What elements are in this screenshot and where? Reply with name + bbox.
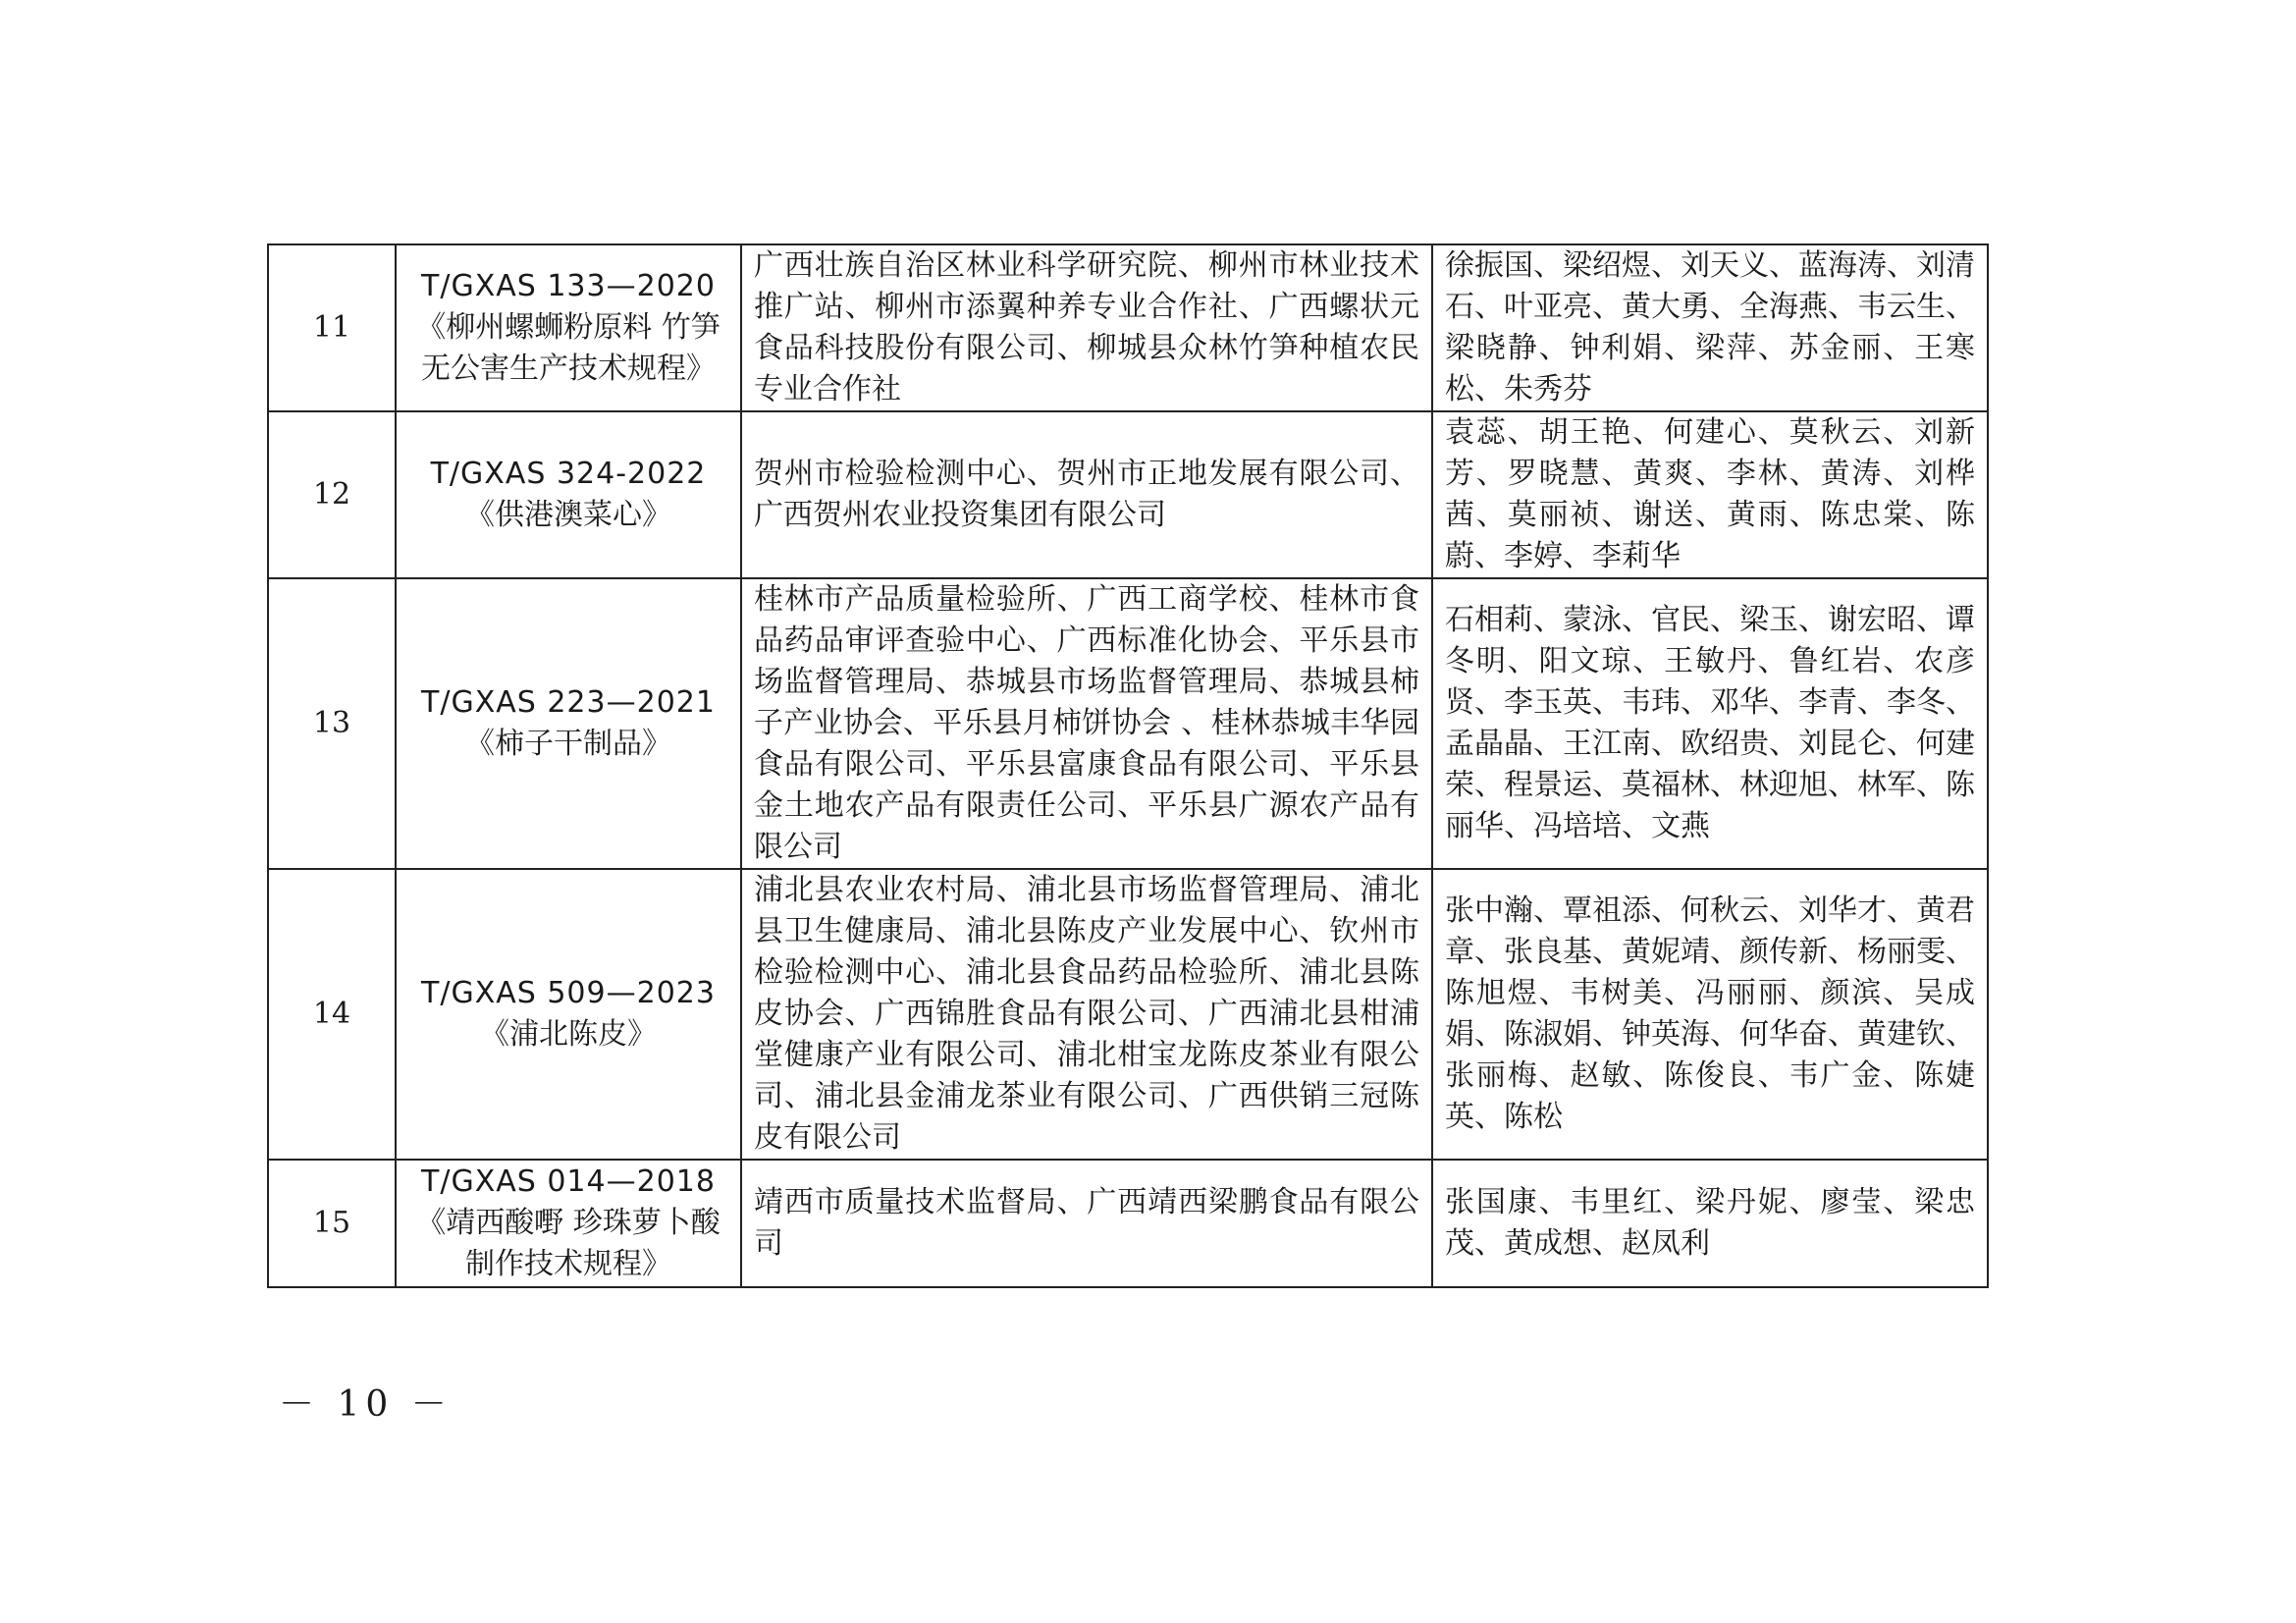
table-row: [268, 244, 1988, 411]
drafters: 张国康、韦里红、梁丹妮、廖莹、梁忠茂、黄成想、赵凤利: [1432, 1160, 1988, 1287]
standard-code: T/GXAS 014—2018: [421, 1164, 716, 1199]
standard-cell: [396, 1160, 741, 1287]
standard-title: 《柿子干制品》: [465, 727, 671, 761]
standard-code: T/GXAS 324-2022: [430, 457, 707, 491]
standard-code: T/GXAS 509—2023: [421, 976, 716, 1010]
standard-cell: [396, 578, 741, 869]
drafters: 袁蕊、胡王艳、何建心、莫秋云、刘新芳、罗晓慧、黄爽、李林、黄涛、刘桦茜、莫丽祯、谢送、黄雨、陈忠棠、陈蔚、李婷、李莉华: [1432, 411, 1988, 578]
standards-table: [267, 243, 1989, 1288]
row-number: 12: [268, 411, 396, 578]
row-number: 15: [268, 1160, 396, 1287]
row-number: 13: [268, 578, 396, 869]
page-number: － 10 －: [279, 1384, 453, 1425]
table-row: [268, 578, 1988, 869]
drafting-organizations: 桂林市产品质量检验所、广西工商学校、桂林市食品药品审评查验中心、广西标准化协会、平乐县市场监督管理局、恭城县市场监督管理局、恭城县柿子产业协会、平乐县月柿饼协会 、桂林恭城丰华园食品有限公司、平乐县富康食品有限公司、平乐县金土地农产品有限责任公司、平乐县广源农产品有限公司: [741, 578, 1432, 869]
standard-title: 《浦北陈皮》: [480, 1017, 657, 1052]
standard-title: 《靖西酸嘢 珍珠萝卜酸制作技术规程》: [416, 1206, 721, 1281]
drafters: 石相莉、蒙泳、官民、梁玉、谢宏昭、谭冬明、阳文琼、王敏丹、鲁红岩、农彦贤、李玉英、韦玮、邓华、李青、李冬、孟晶晶、王江南、欧绍贵、刘昆仑、何建荣、程景运、莫福林、林迎旭、林军、陈丽华、冯培培、文燕: [1432, 578, 1988, 869]
standard-title: 《供港澳菜心》: [465, 498, 671, 532]
standard-cell: [396, 411, 741, 578]
table-row: [268, 411, 1988, 578]
table-row: [268, 869, 1988, 1160]
standard-cell: [396, 244, 741, 411]
drafting-organizations: 广西壮族自治区林业科学研究院、柳州市林业技术推广站、柳州市添翼种养专业合作社、广西螺状元食品科技股份有限公司、柳城县众林竹笋种植农民专业合作社: [741, 244, 1432, 411]
standard-cell: [396, 869, 741, 1160]
row-number: 14: [268, 869, 396, 1160]
drafting-organizations: 浦北县农业农村局、浦北县市场监督管理局、浦北县卫生健康局、浦北县陈皮产业发展中心、钦州市检验检测中心、浦北县食品药品检验所、浦北县陈皮协会、广西锦胜食品有限公司、广西浦北县柑浦堂健康产业有限公司、浦北柑宝龙陈皮茶业有限公司、浦北县金浦龙茶业有限公司、广西供销三冠陈皮有限公司: [741, 869, 1432, 1160]
standard-title: 《柳州螺蛳粉原料 竹笋无公害生产技术规程》: [416, 310, 721, 386]
table-row: [268, 1160, 1988, 1287]
standard-code: T/GXAS 223—2021: [421, 685, 716, 720]
drafting-organizations: 靖西市质量技术监督局、广西靖西梁鹏食品有限公司: [741, 1160, 1432, 1287]
standard-code: T/GXAS 133—2020: [421, 269, 716, 303]
row-number: 11: [268, 244, 396, 411]
drafters: 张中瀚、覃祖添、何秋云、刘华才、黄君章、张良基、黄妮靖、颜传新、杨丽雯、陈旭煜、韦树美、冯丽丽、颜滨、吴成娟、陈淑娟、钟英海、何华奋、黄建钦、张丽梅、赵敏、陈俊良、韦广金、陈婕英、陈松: [1432, 869, 1988, 1160]
drafters: 徐振国、梁绍煜、刘天义、蓝海涛、刘清石、叶亚亮、黄大勇、全海燕、韦云生、梁晓静、钟利娟、梁萍、苏金丽、王寒松、朱秀芬: [1432, 244, 1988, 411]
drafting-organizations: 贺州市检验检测中心、贺州市正地发展有限公司、广西贺州农业投资集团有限公司: [741, 411, 1432, 578]
